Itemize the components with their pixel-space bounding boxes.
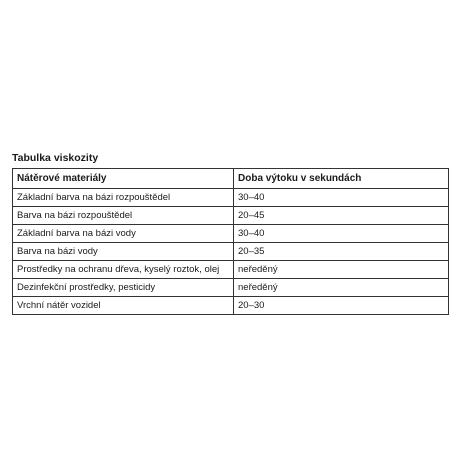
material-cell: Základní barva na bázi rozpouštědel [13, 189, 234, 207]
flow-time-cell: neředěný [234, 279, 449, 297]
viscosity-table [12, 168, 449, 315]
material-cell: Prostředky na ochranu dřeva, kyselý roztok, olej [13, 261, 234, 279]
table-row [13, 189, 449, 207]
flow-time-cell: neředěný [234, 261, 449, 279]
material-cell: Základní barva na bázi vody [13, 225, 234, 243]
viscosity-document [12, 151, 452, 315]
header-coating-materials: Nátěrové materiály [13, 169, 234, 189]
table-header-row [13, 169, 449, 189]
header-flow-time: Doba výtoku v sekundách [234, 169, 449, 189]
material-cell: Dezinfekční prostředky, pesticidy [13, 279, 234, 297]
flow-time-cell: 30–40 [234, 189, 449, 207]
table-row [13, 243, 449, 261]
flow-time-cell: 20–35 [234, 243, 449, 261]
material-cell: Vrchní nátěr vozidel [13, 297, 234, 315]
material-cell: Barva na bázi vody [13, 243, 234, 261]
table-row [13, 261, 449, 279]
table-title: Tabulka viskozity [12, 152, 99, 164]
table-row [13, 279, 449, 297]
table-row [13, 297, 449, 315]
flow-time-cell: 20–45 [234, 207, 449, 225]
flow-time-cell: 30–40 [234, 225, 449, 243]
material-cell: Barva na bázi rozpouštědel [13, 207, 234, 225]
table-row [13, 207, 449, 225]
flow-time-cell: 20–30 [234, 297, 449, 315]
table-row [13, 225, 449, 243]
